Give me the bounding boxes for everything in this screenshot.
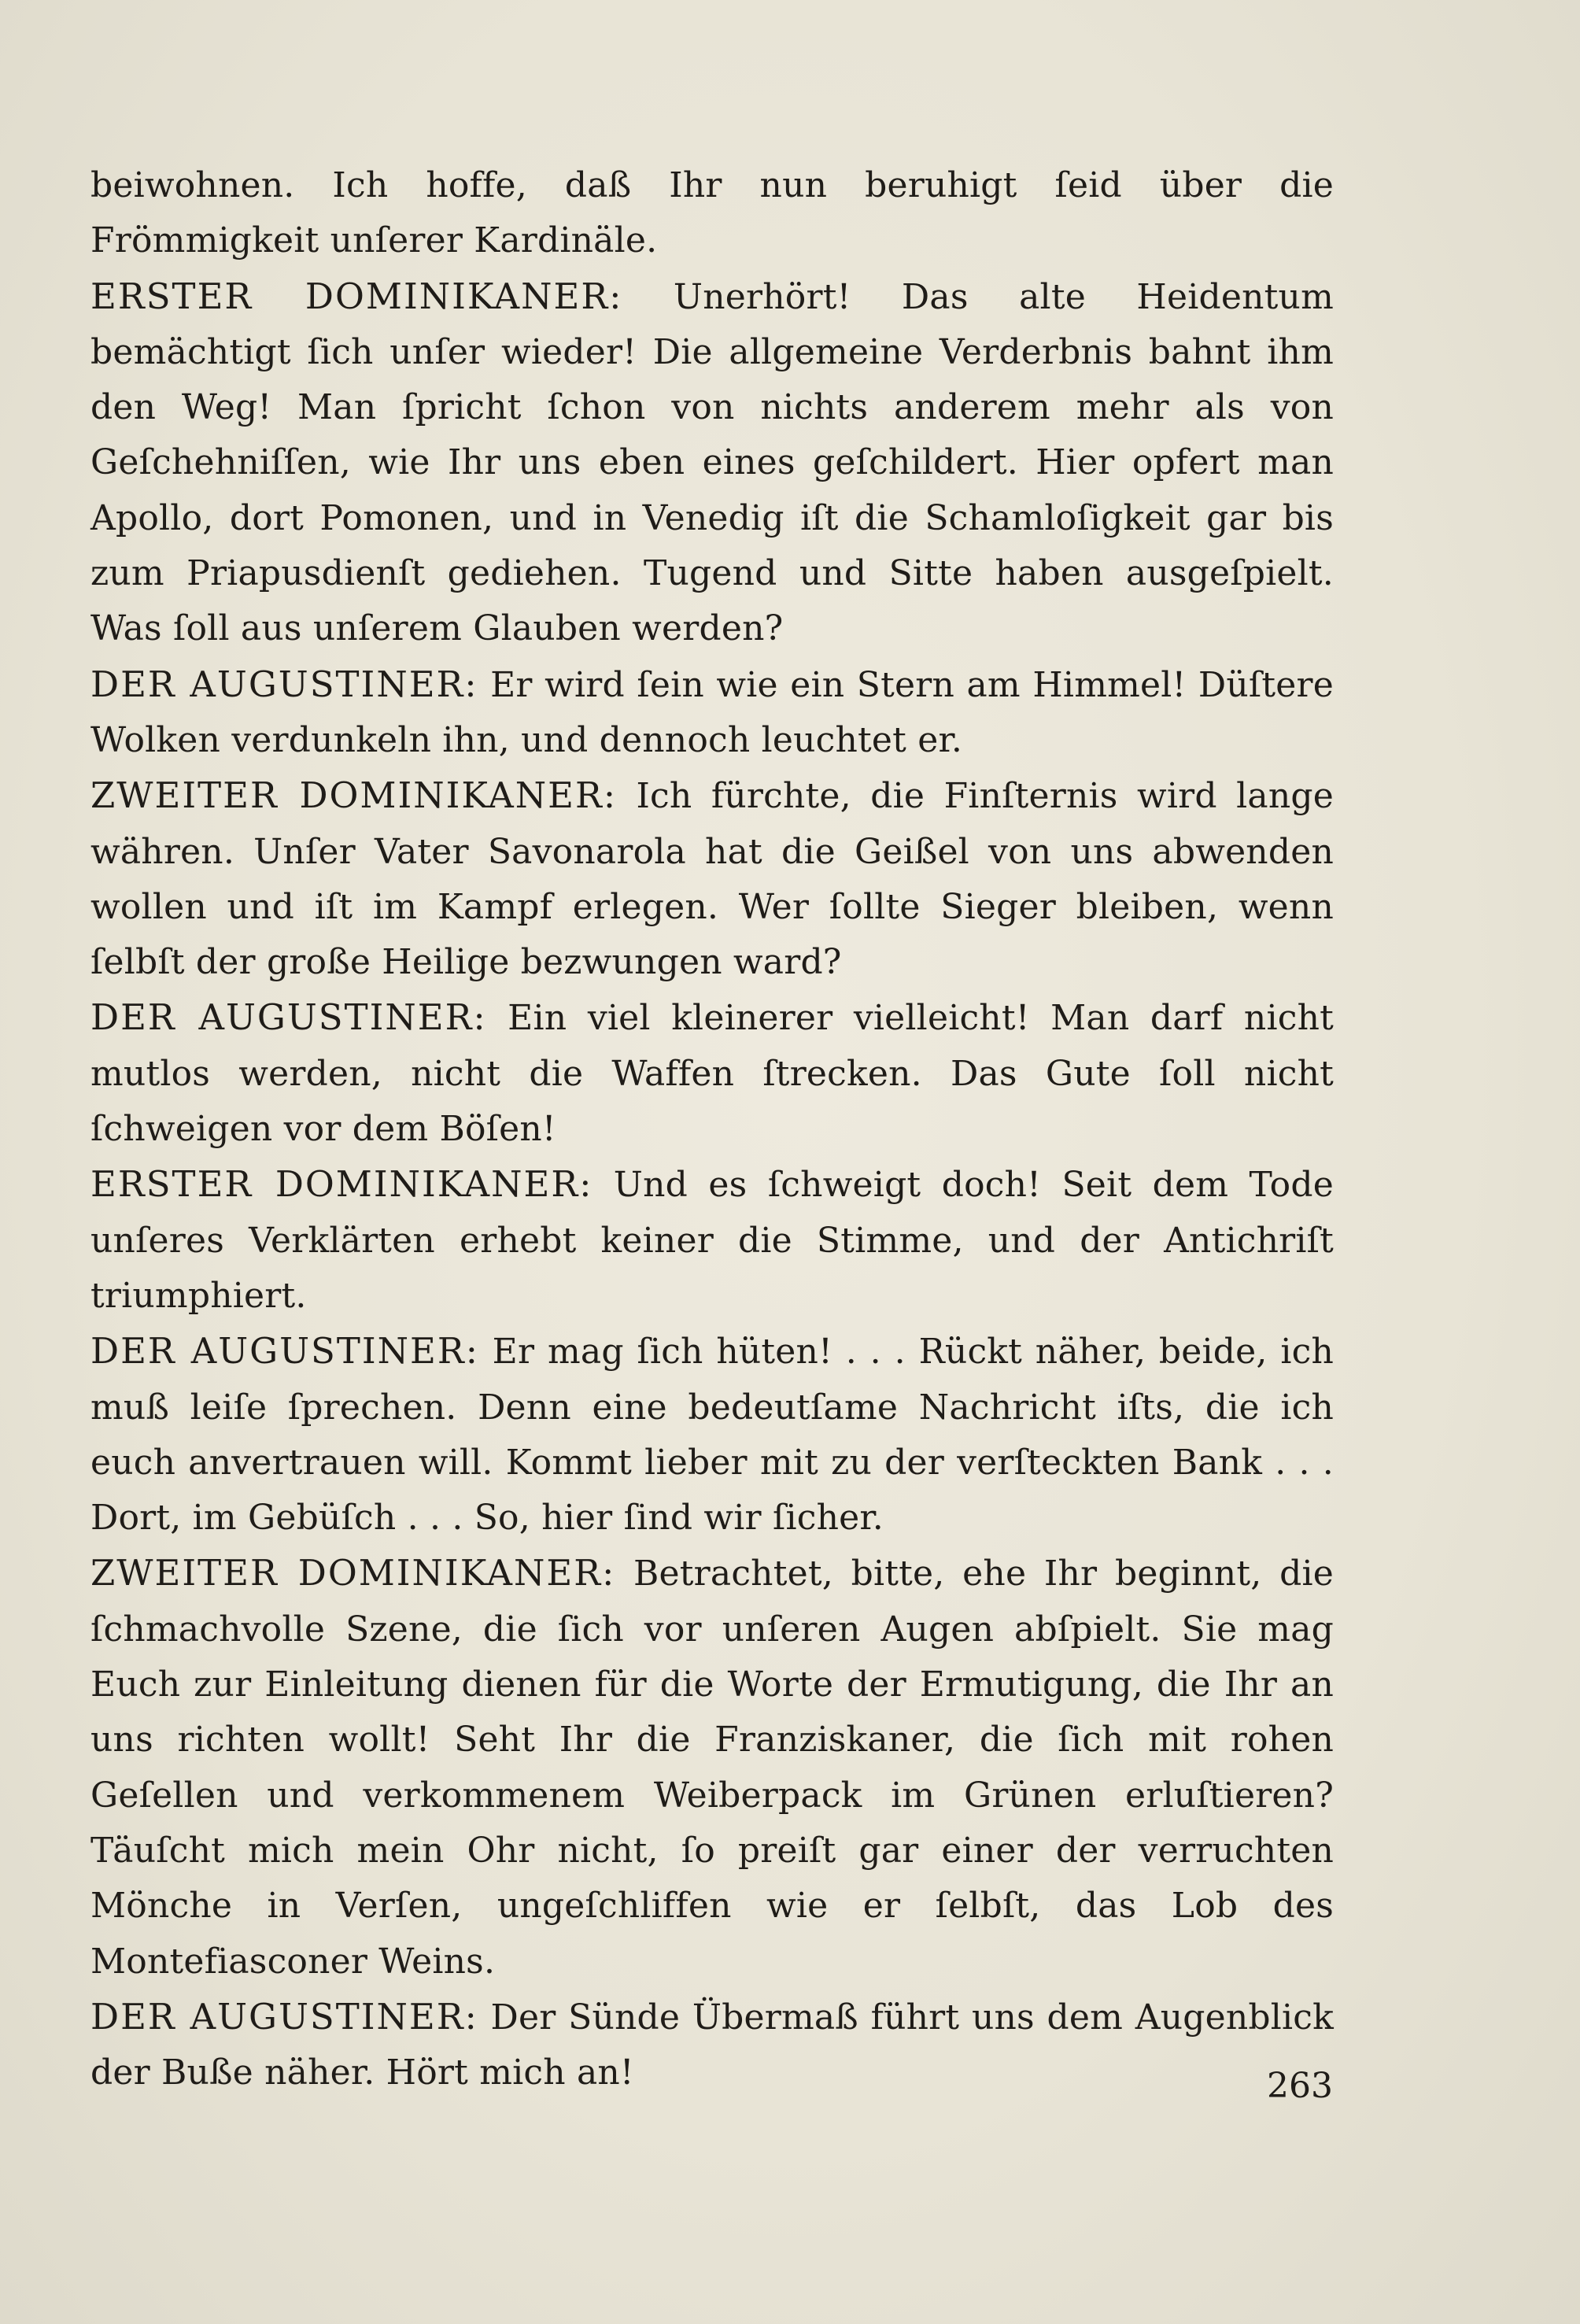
text-paragraph (90, 768, 1334, 990)
text-paragraph (90, 157, 1334, 269)
text-paragraph (90, 1324, 1334, 1546)
text-paragraph (90, 269, 1334, 657)
paragraph-text: Er mag ſich hüten! . . . Rückt näher, beide, ich muß leiſe ſprechen. Denn eine bedeutſame Nachricht iſts, die ich euch anvertrauen will. Kommt lieber mit zu der verſteckten Bank . . . Dort, im Gebüſch . . . So, hier ſind wir ſicher. (90, 1332, 1334, 1539)
text-paragraph (90, 657, 1334, 769)
speaker-name: ZWEITER DOMINIKANER: (90, 774, 617, 817)
speaker-name: DER AUGUSTINER: (90, 1995, 478, 2038)
speaker-name: DER AUGUSTINER: (90, 996, 487, 1039)
paragraph-text: beiwohnen. Ich hoffe, daß Ihr nun beruhigt ſeid über die Frömmigkeit unſerer Kardinäle. (90, 165, 1334, 261)
text-paragraph (90, 1157, 1334, 1324)
text-paragraph (90, 1546, 1334, 1989)
paragraph-text: Der Sünde Übermaß führt uns dem Augenblick der Buße näher. Hört mich an! (90, 1997, 1334, 2093)
paragraph-text: Und es ſchweigt doch! Seit dem Tode unſeres Verklärten erhebt keiner die Stimme, und der Antichriſt triumphiert. (90, 1165, 1334, 1316)
speaker-name: ERSTER DOMINIKANER: (90, 1163, 593, 1206)
speaker-name: DER AUGUSTINER: (90, 663, 478, 705)
speaker-name: ERSTER DOMINIKANER: (90, 275, 623, 317)
paragraph-text: Ich fürchte, die Finſternis wird lange währen. Unſer Vater Savonarola hat die Geißel von uns abwenden wollen und iſt im Kampf erlegen. Wer ſollte Sieger bleiben, wenn ſelbſt der große Heilige bezwungen ward? (90, 776, 1335, 983)
speaker-name: ZWEITER DOMINIKANER: (90, 1552, 616, 1594)
paragraph-text: Unerhört! Das alte Heidentum bemächtigt ſich unſer wieder! Die allgemeine Verderbnis bahnt ihm den Weg! Man ſpricht ſchon von nichts anderem mehr als von Geſchehniſſen, wie Ihr uns eben eines geſchildert. Hier opfert man Apollo, dort Pomonen, und in Venedig iſt die Schamloſigkeit gar bis zum Priapusdienſt gediehen. Tugend und Sitte haben ausgeſpielt. Was ſoll aus unſerem Glauben werden? (90, 276, 1334, 649)
text-paragraph (90, 1990, 1334, 2101)
speaker-name: DER AUGUSTINER: (90, 1330, 479, 1373)
paragraph-text: Er wird ſein wie ein Stern am Himmel! Düſtere Wolken verdunkeln ihn, und dennoch leuchtet er. (90, 664, 1335, 760)
paragraph-text: Betrachtet, bitte, ehe Ihr beginnt, die ſchmachvolle Szene, die ſich vor unſeren Augen abſpielt. Sie mag Euch zur Einleitung dienen für die Worte der Ermutigung, die Ihr an uns richten wollt! Seht Ihr die Franziskaner, die ſich mit rohen Geſellen und verkommenem Weiberpack im Grünen erluſtieren? Täuſcht mich mein Ohr nicht, ſo preiſt gar einer der verruchten Mönche in Verſen, ungeſchliffen wie er ſelbſt, das Lob des Montefiasconer Weins. (90, 1554, 1335, 1982)
text-paragraph (90, 990, 1334, 1157)
paragraph-text: Ein viel kleinerer vielleicht! Man darf nicht mutlos werden, nicht die Waffen ſtrecken. Das Gute ſoll nicht ſchweigen vor dem Böſen! (90, 998, 1335, 1150)
page-number: 263 (1267, 2066, 1333, 2106)
page-body-text (90, 157, 1334, 2100)
